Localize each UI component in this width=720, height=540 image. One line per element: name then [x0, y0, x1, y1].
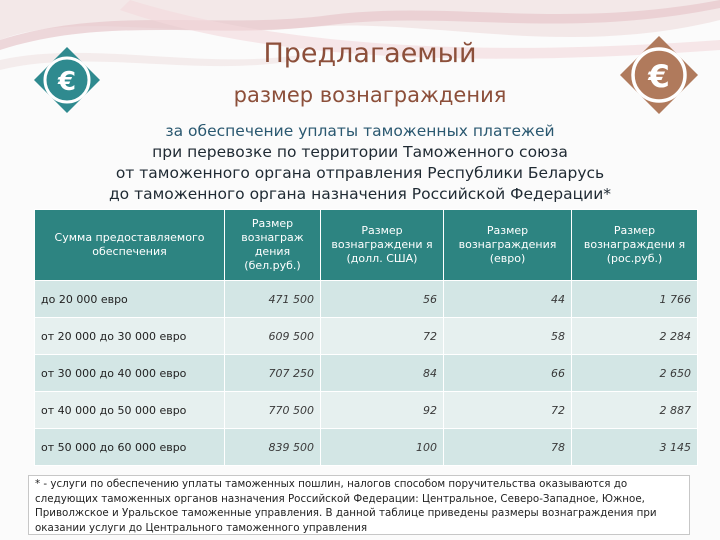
table-row — [35, 281, 698, 318]
svg-text:€: € — [57, 67, 77, 97]
cell-rub: 2 650 — [572, 355, 698, 392]
subtitle-line: при перевозке по территории Таможенного союза — [152, 143, 568, 161]
cell-eur: 58 — [444, 318, 572, 355]
svg-text:€: € — [648, 59, 670, 95]
page-title: Предлагаемый — [263, 38, 477, 69]
page-title-secondary: размер вознаграждения — [233, 83, 507, 107]
cell-usd: 92 — [321, 392, 444, 429]
table-header-row — [35, 210, 698, 281]
column-header-usd: Размер вознаграждени я (долл. США) — [321, 210, 444, 281]
cell-byr: 839 500 — [225, 429, 321, 466]
cell-byr: 707 250 — [225, 355, 321, 392]
cell-usd: 72 — [321, 318, 444, 355]
cell-range: от 20 000 до 30 000 евро — [35, 318, 225, 355]
cell-usd: 56 — [321, 281, 444, 318]
cell-usd: 100 — [321, 429, 444, 466]
cell-eur: 66 — [444, 355, 572, 392]
table-row — [35, 429, 698, 466]
column-header-eur: Размер вознаграждения (евро) — [444, 210, 572, 281]
cell-byr: 770 500 — [225, 392, 321, 429]
cell-eur: 72 — [444, 392, 572, 429]
euro-badge-icon — [32, 45, 102, 115]
cell-rub: 1 766 — [572, 281, 698, 318]
cell-eur: 44 — [444, 281, 572, 318]
table-row — [35, 318, 698, 355]
euro-badge-icon — [618, 34, 700, 116]
column-header-amount: Сумма предоставляемого обеспечения — [35, 210, 225, 281]
rates-table — [34, 209, 698, 466]
cell-eur: 78 — [444, 429, 572, 466]
subtitle-line: до таможенного органа назначения Российской Федерации* — [108, 185, 612, 203]
cell-range: от 40 000 до 50 000 евро — [35, 392, 225, 429]
column-header-rub: Размер вознаграждени я (рос.руб.) — [572, 210, 698, 281]
subtitle-line: от таможенного органа отправления Республики Беларусь — [115, 164, 605, 182]
decorative-swooshes — [0, 0, 720, 140]
table-row — [35, 355, 698, 392]
cell-rub: 3 145 — [572, 429, 698, 466]
column-header-byr: Размер вознаграж дения (бел.руб.) — [225, 210, 321, 281]
cell-usd: 84 — [321, 355, 444, 392]
cell-range: от 30 000 до 40 000 евро — [35, 355, 225, 392]
cell-byr: 471 500 — [225, 281, 321, 318]
cell-byr: 609 500 — [225, 318, 321, 355]
footnote: * - услуги по обеспечению уплаты таможенных пошлин, налогов способом поручительства оказываются до следующих таможенных органов назначения Российской Федерации: Центральное, Северо-Западное, Южное, Приволжское и Уральское таможенные управления. В данной таблице приведены размеры вознаграждения при оказании услуги до Центрального таможенного управления — [28, 475, 690, 535]
table-row — [35, 392, 698, 429]
cell-range: до 20 000 евро — [35, 281, 225, 318]
cell-rub: 2 887 — [572, 392, 698, 429]
cell-range: от 50 000 до 60 000 евро — [35, 429, 225, 466]
cell-rub: 2 284 — [572, 318, 698, 355]
subtitle-line: за обеспечение уплаты таможенных платежей — [165, 122, 555, 140]
